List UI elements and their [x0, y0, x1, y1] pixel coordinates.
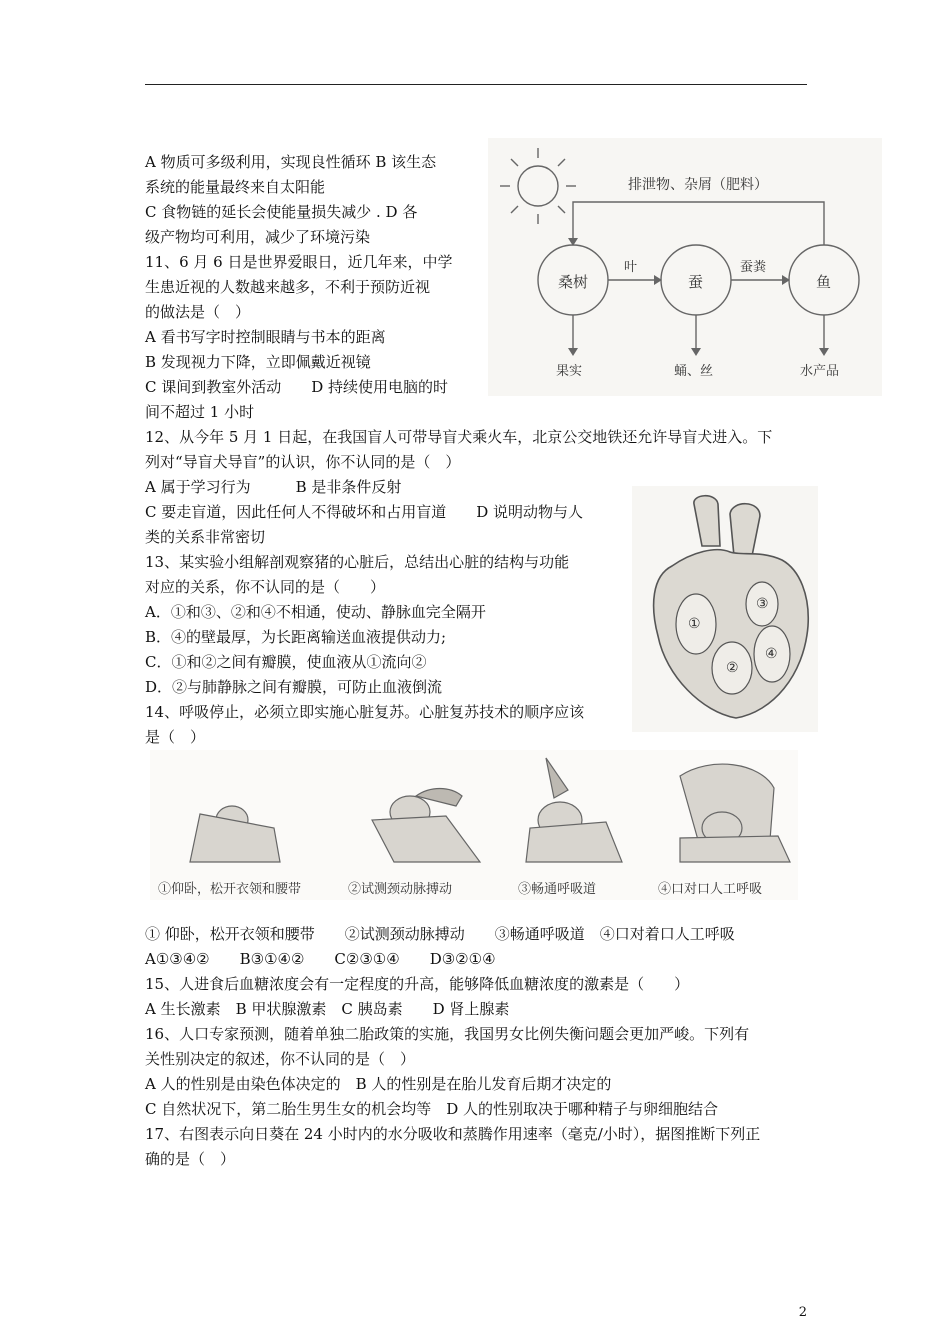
text-line: C．①和②之间有瓣膜，使血液从①流向②: [145, 653, 427, 671]
text-line: C 要走盲道，因此任何人不得破坏和占用盲道 D 说明动物与人: [145, 503, 584, 521]
text-line: 系统的能量最终来自太阳能: [145, 178, 326, 196]
text-line: ① 仰卧，松开衣领和腰带 ②试测颈动脉搏动 ③畅通呼吸道 ④口对着口人工呼吸: [145, 925, 735, 943]
output-label-fruit: 果实: [556, 364, 583, 379]
cpr-step-4-image: [680, 764, 790, 862]
node-label-silkworm: 蚕: [688, 273, 704, 291]
page-number: 2: [798, 1305, 807, 1320]
edge-label-leaf: 叶: [624, 260, 638, 275]
text-line: A 看书写字时控制眼睛与书本的距离: [145, 328, 386, 346]
node-label-mulberry: 桑树: [558, 273, 589, 291]
text-line: 确的是（ ）: [145, 1150, 236, 1168]
text-line: 11、6 月 6 日是世界爱眼日，近几年来，中学: [145, 253, 453, 271]
heart-label-2: ②: [726, 660, 739, 676]
edge-label-feces: 蚕粪: [740, 260, 767, 275]
text-line: 类的关系非常密切: [145, 528, 266, 546]
text-line: A①③④② B③①④② C②③①④ D③②①④: [145, 950, 496, 968]
cpr-caption-1: ①仰卧，松开衣领和腰带: [158, 882, 302, 897]
text-line: 间不超过 1 小时: [145, 403, 255, 421]
cpr-step-1-image: [190, 806, 280, 862]
heart-label-1: ①: [688, 616, 701, 632]
text-line: C 自然状况下，第二胎生男生女的机会均等 D 人的性别取决于哪种精子与卵细胞结合: [145, 1100, 719, 1118]
text-line: A 属于学习行为 B 是非条件反射: [145, 478, 402, 496]
heart-label-3: ③: [756, 596, 769, 612]
text-line: A 物质可多级利用，实现良性循环 B 该生态: [145, 153, 437, 171]
ecosystem-figure: [488, 138, 882, 396]
text-line: C 食物链的延长会使能量损失减少 . D 各: [145, 203, 418, 221]
text-line: 的做法是（ ）: [145, 303, 251, 321]
feedback-arrow-line: [573, 202, 824, 245]
text-line: 关性别决定的叙述，你不认同的是（ ）: [145, 1050, 416, 1068]
heart-label-4: ④: [765, 646, 778, 662]
text-line: 13、某实验小组解剖观察猪的心脏后，总结出心脏的结构与功能: [145, 553, 570, 571]
text-line: 列对“导盲犬导盲”的认识，你不认同的是（ ）: [145, 453, 461, 471]
output-label-cocoon: 蛹、丝: [674, 364, 714, 379]
sun-rays: [500, 148, 576, 224]
heart-diagram: [632, 486, 818, 732]
sun-icon: [518, 166, 558, 206]
text-line: B．④的壁最厚，为长距离输送血液提供动力;: [145, 628, 447, 646]
text-line: C 课间到教室外活动 D 持续使用电脑的时: [145, 378, 449, 396]
pulmonary-artery-shape: [730, 504, 760, 556]
text-line: D．②与肺静脉之间有瓣膜，可防止血液倒流: [145, 678, 443, 696]
cpr-caption-2: ②试测颈动脉搏动: [348, 882, 453, 897]
text-line: 15、人进食后血糖浓度会有一定程度的升高，能够降低血糖浓度的激素是（ ）: [145, 975, 690, 993]
heart-figure: [632, 486, 818, 732]
text-line: 级产物均可利用，减少了环境污染: [145, 228, 371, 246]
node-label-fish: 鱼: [816, 273, 832, 291]
header-rule: [145, 84, 807, 85]
cpr-caption-4: ④口对口人工呼吸: [658, 882, 763, 897]
text-line: 对应的关系，你不认同的是（ ）: [145, 578, 386, 596]
text-line: 12、从今年 5 月 1 日起，在我国盲人可带导盲犬乘火车，北京公交地铁还允许导盲犬进入。下: [145, 428, 773, 446]
text-line: 是（ ）: [145, 728, 206, 746]
cpr-figure: [150, 750, 798, 900]
cpr-caption-3: ③畅通呼吸道: [518, 882, 597, 897]
output-label-aquatic: 水产品: [800, 364, 840, 379]
text-line: A．①和③、②和④不相通，使动、静脉血完全隔开: [145, 603, 486, 621]
text-line: B 发现视力下降，立即佩戴近视镜: [145, 353, 371, 371]
text-line: 17、右图表示向日葵在 24 小时内的水分吸收和蒸腾作用速率（毫克/小时），据图推断下列正: [145, 1125, 761, 1143]
text-line: A 人的性别是由染色体决定的 B 人的性别是在胎儿发育后期才决定的: [145, 1075, 612, 1093]
cpr-step-2-image: [372, 789, 480, 863]
aorta-shape: [694, 496, 720, 546]
ecosystem-top-label: 排泄物、杂屑（肥料）: [628, 177, 768, 193]
text-line: A 生长激素 B 甲状腺激素 C 胰岛素 D 肾上腺素: [145, 1000, 510, 1018]
text-line: 生患近视的人数越来越多，不利于预防近视: [145, 278, 431, 296]
cpr-step-3-image: [526, 758, 622, 862]
text-line: 14、呼吸停止，必须立即实施心脏复苏。心脏复苏技术的顺序应该: [145, 703, 585, 721]
text-line: 16、人口专家预测，随着单独二胎政策的实施，我国男女比例失衡问题会更加严峻。下列有: [145, 1025, 750, 1043]
